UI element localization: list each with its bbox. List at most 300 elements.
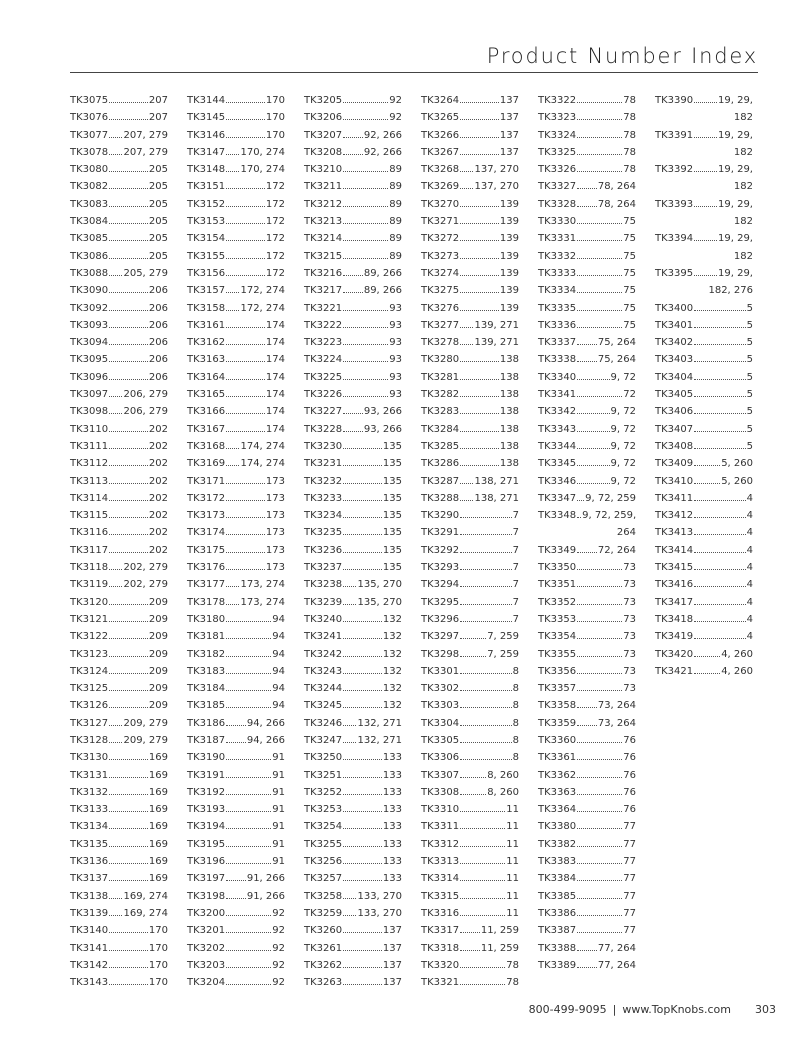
index-entry [70, 196, 168, 213]
product-number: TK3291 [421, 527, 460, 539]
index-entry [538, 127, 636, 144]
page-ref: 5, 260 [721, 475, 753, 487]
product-number: TK3403 [655, 354, 694, 366]
page-ref: 139 [499, 267, 519, 279]
dot-leader [577, 706, 597, 708]
product-number: TK3298 [421, 648, 460, 660]
dot-leader [460, 585, 512, 587]
index-entry [187, 109, 285, 126]
page-ref: 92 [272, 959, 285, 971]
dot-leader [109, 516, 148, 518]
product-number: TK3415 [655, 562, 694, 574]
dot-leader [109, 222, 148, 224]
product-number: TK3247 [304, 734, 343, 746]
page-ref: 11, 259 [480, 942, 519, 954]
page-ref: 8 [512, 752, 519, 764]
product-number: TK3080 [70, 164, 109, 176]
page-ref: 89 [389, 233, 402, 245]
product-number: TK3146 [187, 129, 226, 141]
dot-leader [226, 966, 271, 968]
index-entry [538, 300, 636, 317]
page-ref: 76 [623, 769, 636, 781]
index-entry [538, 767, 636, 784]
index-entry [304, 905, 402, 922]
index-entry [304, 421, 402, 438]
product-number: TK3094 [70, 337, 109, 349]
product-number: TK3143 [70, 977, 109, 989]
dot-leader [226, 585, 239, 587]
page-ref: 73 [623, 683, 636, 695]
page-ref: 209 [148, 596, 168, 608]
dot-leader [343, 758, 382, 760]
page-ref: 89 [389, 181, 402, 193]
dot-leader [109, 637, 148, 639]
product-number: TK3408 [655, 440, 694, 452]
dot-leader [226, 412, 265, 414]
product-number: TK3133 [70, 804, 109, 816]
page-ref: 78 [623, 129, 636, 141]
index-entry [421, 611, 519, 628]
page-ref: 77 [623, 856, 636, 868]
dot-leader [109, 741, 122, 743]
dot-leader [694, 655, 720, 657]
dot-leader [226, 516, 265, 518]
index-entry [187, 144, 285, 161]
index-entry [187, 473, 285, 490]
index-entry [70, 161, 168, 178]
dot-leader [226, 793, 271, 795]
index-entry [421, 161, 519, 178]
product-number: TK3402 [655, 337, 694, 349]
page-ref: 205 [148, 198, 168, 210]
index-entry [70, 594, 168, 611]
dot-leader [109, 274, 122, 276]
index-entry [655, 403, 753, 420]
index-entry [655, 196, 753, 213]
product-number: TK3260 [304, 925, 343, 937]
product-number: TK3184 [187, 683, 226, 695]
dot-leader [460, 827, 505, 829]
dot-leader [109, 568, 122, 570]
index-entry [655, 576, 753, 593]
page-ref: 91, 266 [246, 873, 285, 885]
index-entry [70, 922, 168, 939]
page-ref: 170 [148, 959, 168, 971]
product-number: TK3347 [538, 492, 577, 504]
page-ref: 91 [272, 838, 285, 850]
index-entry [304, 836, 402, 853]
product-number: TK3295 [421, 596, 460, 608]
index-entry [70, 767, 168, 784]
dot-leader [577, 655, 622, 657]
product-number: TK3171 [187, 475, 226, 487]
page-ref: 89, 266 [363, 267, 402, 279]
page-ref: 174 [265, 319, 285, 331]
index-entry [304, 92, 402, 109]
page-ref: 132, 271 [357, 734, 402, 746]
index-entry [304, 178, 402, 195]
product-number: TK3140 [70, 925, 109, 937]
index-entry [70, 92, 168, 109]
page-ref: 135 [382, 458, 402, 470]
page-ref: 19, 29, [718, 129, 753, 141]
index-entry [70, 628, 168, 645]
page-ref: 73 [623, 613, 636, 625]
index-entry [421, 369, 519, 386]
product-number: TK3364 [538, 804, 577, 816]
index-entry [70, 473, 168, 490]
product-number: TK3304 [421, 717, 460, 729]
dot-leader [577, 810, 622, 812]
page-ref: 205 [148, 181, 168, 193]
product-number: TK3196 [187, 856, 226, 868]
page-ref: 174 [265, 389, 285, 401]
product-number: TK3239 [304, 596, 343, 608]
product-number: TK3114 [70, 492, 109, 504]
page-ref: 73 [623, 579, 636, 591]
product-number: TK3296 [421, 613, 460, 625]
page-ref: 137, 270 [474, 181, 519, 193]
index-entry [304, 161, 402, 178]
page-ref: 77 [623, 838, 636, 850]
dot-leader [343, 101, 388, 103]
index-entry [187, 178, 285, 195]
page-ref: 137 [499, 146, 519, 158]
page-ref: 9, 72 [610, 371, 636, 383]
dot-leader [109, 966, 148, 968]
index-entry [655, 351, 753, 368]
dot-leader [460, 136, 499, 138]
index-entry-continuation [655, 282, 753, 299]
dot-leader [343, 239, 388, 241]
dot-leader [226, 949, 271, 951]
index-entry [187, 127, 285, 144]
product-number: TK3161 [187, 319, 226, 331]
dot-leader [343, 672, 382, 674]
index-entry [304, 974, 402, 991]
product-number: TK3285 [421, 440, 460, 452]
product-number: TK3393 [655, 198, 694, 210]
product-number: TK3388 [538, 942, 577, 954]
page-ref: 9, 72 [610, 406, 636, 418]
dot-leader [343, 706, 382, 708]
page-ref: 9, 72 [610, 440, 636, 452]
index-entry [187, 646, 285, 663]
index-column-3 [304, 92, 402, 991]
dot-leader [343, 170, 388, 172]
index-entry [304, 455, 402, 472]
product-number: TK3098 [70, 406, 109, 418]
product-number: TK3324 [538, 129, 577, 141]
page-ref: 206 [148, 302, 168, 314]
page-ref: 78, 264 [597, 181, 636, 193]
page-ref: 133 [382, 821, 402, 833]
index-entry [70, 888, 168, 905]
index-entry [304, 369, 402, 386]
page-ref: 93 [389, 354, 402, 366]
product-number: TK3086 [70, 250, 109, 262]
product-number: TK3337 [538, 337, 577, 349]
index-entry [187, 369, 285, 386]
dot-leader [343, 776, 382, 778]
page-ref: 169 [148, 856, 168, 868]
page-ref: 132, 271 [357, 717, 402, 729]
dot-leader [226, 827, 271, 829]
product-number: TK3141 [70, 942, 109, 954]
index-entry [421, 403, 519, 420]
page-ref-continued: 182, 276 [708, 285, 753, 297]
page-ref: 19, 29, [718, 164, 753, 176]
dot-leader [694, 499, 746, 501]
page-ref: 89 [389, 250, 402, 262]
index-entry [304, 611, 402, 628]
index-entry [421, 127, 519, 144]
index-entry [187, 974, 285, 991]
page-ref: 169 [148, 752, 168, 764]
product-number: TK3275 [421, 285, 460, 297]
index-entry [421, 438, 519, 455]
dot-leader [343, 966, 382, 968]
page-ref: 5 [746, 440, 753, 452]
product-number: TK3180 [187, 613, 226, 625]
page-ref: 135 [382, 544, 402, 556]
product-number: TK3227 [304, 406, 343, 418]
dot-leader [109, 447, 148, 449]
index-entry [70, 230, 168, 247]
product-number: TK3330 [538, 216, 577, 228]
dot-leader [694, 447, 746, 449]
product-number: TK3131 [70, 769, 109, 781]
product-number: TK3348 [538, 510, 577, 522]
product-number: TK3326 [538, 164, 577, 176]
product-number: TK3246 [304, 717, 343, 729]
product-number: TK3391 [655, 129, 694, 141]
page-ref: 207, 279 [123, 146, 168, 158]
product-number: TK3097 [70, 389, 109, 401]
page-ref: 169 [148, 838, 168, 850]
index-entry [304, 386, 402, 403]
product-number: TK3389 [538, 959, 577, 971]
dot-leader [460, 118, 499, 120]
product-number: TK3216 [304, 267, 343, 279]
product-number: TK3135 [70, 838, 109, 850]
page-ref: 135 [382, 475, 402, 487]
product-number: TK3222 [304, 319, 343, 331]
index-entry [70, 438, 168, 455]
product-number: TK3256 [304, 856, 343, 868]
page-ref-continued: 264 [616, 527, 636, 539]
page-ref: 4 [746, 579, 753, 591]
product-number: TK3176 [187, 562, 226, 574]
index-entry [538, 334, 636, 351]
dot-leader [343, 879, 382, 881]
product-number: TK3310 [421, 804, 460, 816]
product-number: TK3136 [70, 856, 109, 868]
dot-leader [460, 309, 499, 311]
dot-leader [343, 447, 382, 449]
footer-website[interactable]: www.TopKnobs.com [622, 1003, 731, 1016]
page-ref: 78 [623, 112, 636, 124]
page-ref: 138 [499, 423, 519, 435]
product-number: TK3286 [421, 458, 460, 470]
index-entry [70, 905, 168, 922]
dot-leader [577, 897, 622, 899]
page-ref: 92 [272, 977, 285, 989]
dot-leader [694, 464, 720, 466]
product-number: TK3273 [421, 250, 460, 262]
dot-leader [694, 309, 746, 311]
index-entry [187, 196, 285, 213]
product-number: TK3334 [538, 285, 577, 297]
product-number: TK3214 [304, 233, 343, 245]
dot-leader [577, 551, 597, 553]
product-number: TK3122 [70, 631, 109, 643]
dot-leader [109, 845, 148, 847]
page-ref: 77 [623, 873, 636, 885]
index-entry [187, 386, 285, 403]
product-number: TK3258 [304, 890, 343, 902]
index-entry [70, 870, 168, 887]
page-footer [529, 1003, 776, 1016]
page-ref: 11, 259 [480, 925, 519, 937]
index-entry [538, 369, 636, 386]
index-entry [538, 507, 636, 524]
index-entry [538, 888, 636, 905]
product-number: TK3293 [421, 562, 460, 574]
product-number: TK3085 [70, 233, 109, 245]
page-ref: 139 [499, 216, 519, 228]
page-ref: 94 [272, 613, 285, 625]
index-entry [655, 265, 753, 282]
index-entry [187, 870, 285, 887]
product-number: TK3343 [538, 423, 577, 435]
product-number: TK3151 [187, 181, 226, 193]
index-entry [187, 611, 285, 628]
page-ref: 170 [148, 977, 168, 989]
dot-leader [460, 758, 512, 760]
product-number: TK3395 [655, 267, 694, 279]
dot-leader [226, 776, 271, 778]
dot-leader [109, 378, 148, 380]
product-number: TK3230 [304, 440, 343, 452]
index-entry [304, 697, 402, 714]
dot-leader [577, 153, 622, 155]
product-number: TK3306 [421, 752, 460, 764]
index-entry [304, 317, 402, 334]
page-ref: 7 [512, 510, 519, 522]
page-ref: 202 [148, 475, 168, 487]
dot-leader [226, 689, 271, 691]
product-number: TK3113 [70, 475, 109, 487]
index-entry [421, 697, 519, 714]
page-ref: 135 [382, 562, 402, 574]
product-number: TK3175 [187, 544, 226, 556]
dot-leader [460, 931, 480, 933]
product-number: TK3173 [187, 510, 226, 522]
product-number: TK3142 [70, 959, 109, 971]
index-entry [538, 161, 636, 178]
index-entry [304, 801, 402, 818]
dot-leader [577, 360, 597, 362]
page-ref: 7, 259 [487, 648, 519, 660]
page-number: 303 [755, 1003, 776, 1016]
dot-leader [226, 464, 239, 466]
product-number: TK3228 [304, 423, 343, 435]
product-number: TK3166 [187, 406, 226, 418]
product-number: TK3223 [304, 337, 343, 349]
index-entry [304, 127, 402, 144]
product-number: TK3252 [304, 786, 343, 798]
dot-leader [109, 136, 122, 138]
dot-leader [577, 793, 622, 795]
page-ref: 93, 266 [363, 423, 402, 435]
page-ref: 173 [265, 492, 285, 504]
dot-leader [226, 309, 239, 311]
page-ref: 75 [623, 267, 636, 279]
page-ref: 170, 274 [240, 146, 285, 158]
product-number: TK3418 [655, 613, 694, 625]
dot-leader [460, 257, 499, 259]
dot-leader [460, 810, 505, 812]
page-ref: 5 [746, 371, 753, 383]
dot-leader [226, 482, 265, 484]
dot-leader [109, 326, 148, 328]
page-ref: 73 [623, 648, 636, 660]
dot-leader [226, 118, 265, 120]
index-entry [70, 680, 168, 697]
page-ref: 173 [265, 510, 285, 522]
page-ref: 202 [148, 423, 168, 435]
page-ref: 9, 72 [610, 423, 636, 435]
page-ref: 173, 274 [240, 596, 285, 608]
index-entry [70, 801, 168, 818]
dot-leader [460, 897, 505, 899]
index-entry [70, 282, 168, 299]
dot-leader [109, 464, 148, 466]
dot-leader [226, 101, 265, 103]
dot-leader [577, 326, 622, 328]
dot-leader [577, 827, 622, 829]
index-entry [70, 715, 168, 732]
dot-leader [694, 672, 720, 674]
page-ref: 207 [148, 95, 168, 106]
product-number: TK3360 [538, 734, 577, 746]
index-entry [187, 213, 285, 230]
index-entry-continuation [538, 524, 636, 541]
product-number: TK3411 [655, 492, 694, 504]
page-ref: 76 [623, 786, 636, 798]
page-ref: 138, 271 [474, 492, 519, 504]
index-entry [70, 611, 168, 628]
product-number: TK3207 [304, 129, 343, 141]
product-number: TK3137 [70, 873, 109, 885]
page-ref: 77, 264 [597, 942, 636, 954]
page-ref: 4, 260 [721, 648, 753, 660]
index-entry [421, 836, 519, 853]
index-entry [421, 559, 519, 576]
product-number: TK3333 [538, 267, 577, 279]
page-ref: 169 [148, 873, 168, 885]
index-entry [187, 784, 285, 801]
product-number: TK3124 [70, 665, 109, 677]
index-entry [187, 334, 285, 351]
dot-leader [577, 274, 622, 276]
product-number: TK3358 [538, 700, 577, 712]
index-entry [655, 369, 753, 386]
index-entry [421, 213, 519, 230]
dot-leader [343, 931, 382, 933]
index-entry [70, 957, 168, 974]
